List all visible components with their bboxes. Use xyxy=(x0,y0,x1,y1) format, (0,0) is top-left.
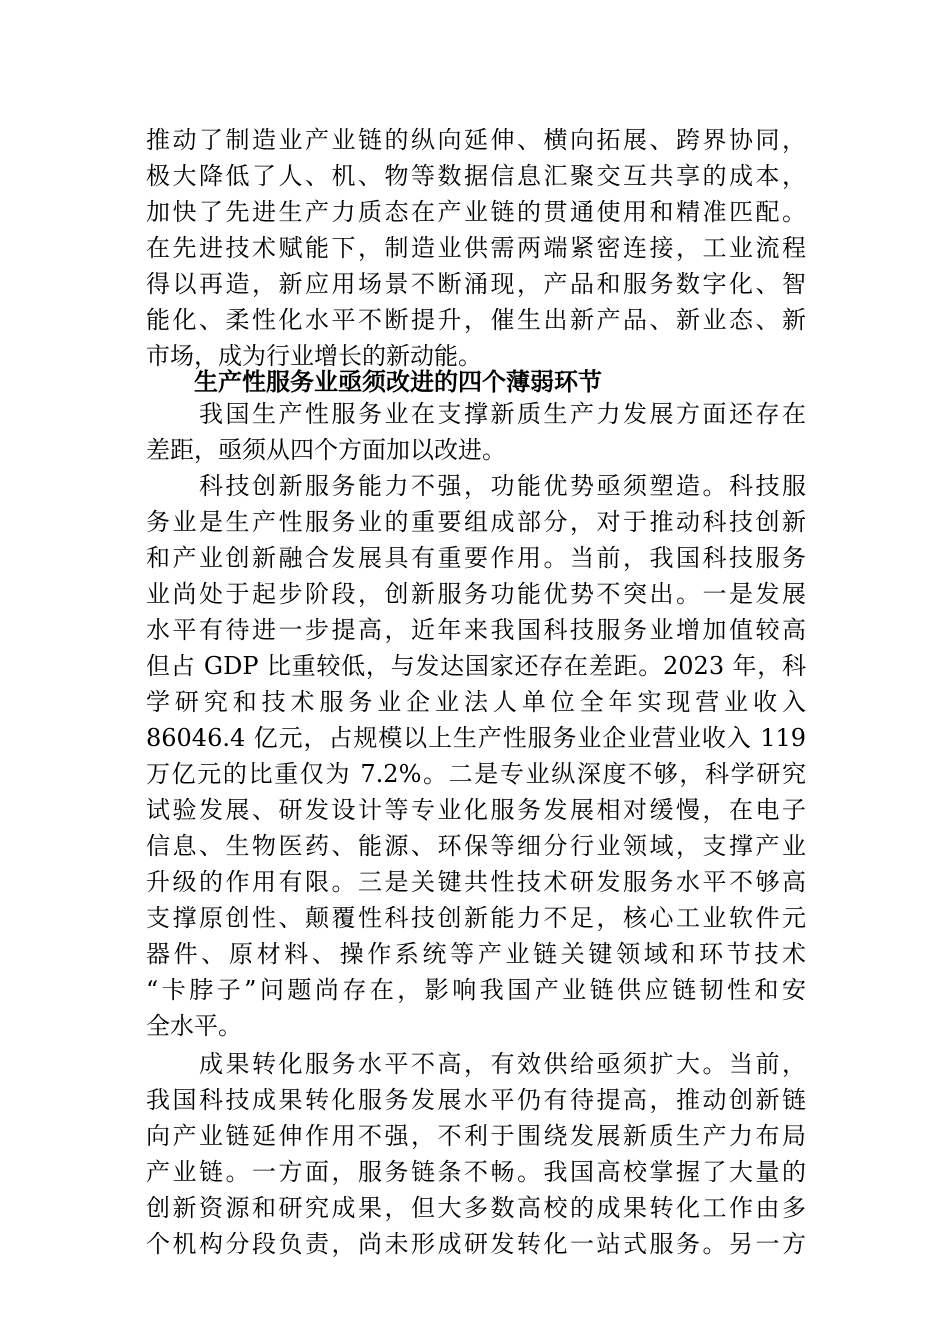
paragraph-line: 加快了先进生产力质态在产业链的贯通使用和精准匹配。 xyxy=(146,198,806,226)
paragraph-line: 万亿元的比重仅为 7.2%。二是专业纵深度不够，科学研究 xyxy=(146,760,806,788)
paragraph-line: 得以再造，新应用场景不断涌现，产品和服务数字化、智 xyxy=(146,270,806,298)
paragraph-line: 信息、生物医药、能源、环保等细分行业领域，支撑产业 xyxy=(146,832,806,860)
paragraph-line: 成果转化服务水平不高，有效供给亟须扩大。当前， xyxy=(146,1050,806,1078)
paragraph-line: 器件、原材料、操作系统等产业链关键领域和环节技术 xyxy=(146,940,806,968)
paragraph-line: 市场，成为行业增长的新动能。 xyxy=(146,342,482,370)
paragraph-line: 在先进技术赋能下，制造业供需两端紧密连接，工业流程 xyxy=(146,234,806,262)
paragraph-line: 差距，亟须从四个方面加以改进。 xyxy=(146,436,506,464)
paragraph-line: 试验发展、研发设计等专业化服务发展相对缓慢，在电子 xyxy=(146,796,806,824)
paragraph-line: 能化、柔性化水平不断提升，催生出新产品、新业态、新 xyxy=(146,306,806,334)
paragraph-line: 极大降低了人、机、物等数据信息汇聚交互共享的成本， xyxy=(146,162,806,190)
paragraph-line: “卡脖子”问题尚存在，影响我国产业链供应链韧性和安 xyxy=(146,976,806,1004)
paragraph-line: 水平有待进一步提高，近年来我国科技服务业增加值较高 xyxy=(146,616,806,644)
paragraph-line: 向产业链延伸作用不强，不利于围绕发展新质生产力布局 xyxy=(146,1122,806,1150)
paragraph-line: 和产业创新融合发展具有重要作用。当前，我国科技服务 xyxy=(146,544,806,572)
paragraph-line: 我国科技成果转化服务发展水平仍有待提高，推动创新链 xyxy=(146,1086,806,1114)
paragraph-line: 推动了制造业产业链的纵向延伸、横向拓展、跨界协同， xyxy=(146,126,806,154)
paragraph-line: 我国生产性服务业在支撑新质生产力发展方面还存在 xyxy=(146,400,806,428)
paragraph-line: 支撑原创性、颠覆性科技创新能力不足，核心工业软件元 xyxy=(146,904,806,932)
paragraph-line: 学研究和技术服务业企业法人单位全年实现营业收入 xyxy=(146,688,806,716)
paragraph-line: 务业是生产性服务业的重要组成部分，对于推动科技创新 xyxy=(146,508,806,536)
paragraph-line: 科技创新服务能力不强，功能优势亟须塑造。科技服 xyxy=(146,472,806,500)
section-heading: 生产性服务业亟须改进的四个薄弱环节 xyxy=(194,368,602,396)
paragraph-line: 86046.4 亿元，占规模以上生产性服务业企业营业收入 119 xyxy=(146,724,806,752)
paragraph-line: 创新资源和研究成果，但大多数高校的成果转化工作由多 xyxy=(146,1194,806,1222)
paragraph-line: 产业链。一方面，服务链条不畅。我国高校掌握了大量的 xyxy=(146,1158,806,1186)
paragraph-line: 个机构分段负责，尚未形成研发转化一站式服务。另一方 xyxy=(146,1230,806,1258)
paragraph-line: 升级的作用有限。三是关键共性技术研发服务水平不够高 xyxy=(146,868,806,896)
paragraph-line: 全水平。 xyxy=(146,1012,242,1040)
paragraph-line: 业尚处于起步阶段，创新服务功能优势不突出。一是发展 xyxy=(146,580,806,608)
paragraph-line: 但占 GDP 比重较低，与发达国家还存在差距。2023 年，科 xyxy=(146,652,806,680)
